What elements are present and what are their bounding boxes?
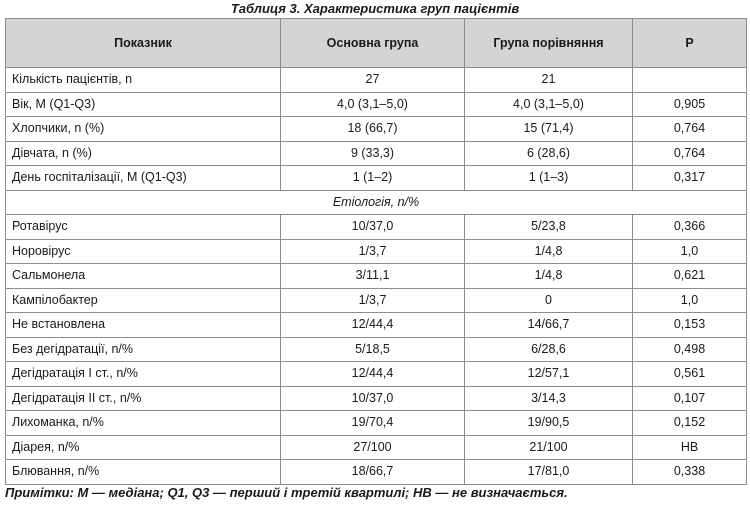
table-row (6, 411, 747, 436)
main-group-cell: 5/18,5 (281, 337, 465, 362)
main-group-cell: 27 (281, 68, 465, 93)
table-row (6, 337, 747, 362)
p-value-cell: 0,338 (633, 460, 747, 485)
table-row (6, 386, 747, 411)
p-value-cell: 0,905 (633, 92, 747, 117)
comparison-group-cell: 15 (71,4) (465, 117, 633, 142)
main-group-cell: 18 (66,7) (281, 117, 465, 142)
table-header-row (6, 19, 747, 68)
comparison-group-cell: 0 (465, 288, 633, 313)
comparison-group-cell: 6 (28,6) (465, 141, 633, 166)
p-value-cell (633, 68, 747, 93)
main-group-cell: 1/3,7 (281, 239, 465, 264)
section-title: Етіологія, n/% (6, 190, 747, 215)
row-label-cell: Лихоманка, n/% (6, 411, 281, 436)
table-row (6, 117, 747, 142)
table-notes: Примітки: М — медіана; Q1, Q3 — перший і третій квартилі; НВ — не визначається. (5, 485, 568, 500)
comparison-group-cell: 1 (1–3) (465, 166, 633, 191)
row-label-cell: Хлопчики, n (%) (6, 117, 281, 142)
main-group-cell: 4,0 (3,1–5,0) (281, 92, 465, 117)
row-label-cell: Норовірус (6, 239, 281, 264)
patient-groups-table (5, 18, 747, 485)
section-row-etiology (6, 190, 747, 215)
table-row (6, 166, 747, 191)
p-value-cell: 0,561 (633, 362, 747, 387)
table-row (6, 313, 747, 338)
table-row (6, 288, 747, 313)
p-value-cell: 0,153 (633, 313, 747, 338)
row-label-cell: Кампілобактер (6, 288, 281, 313)
p-value-cell: 0,498 (633, 337, 747, 362)
main-group-cell: 10/37,0 (281, 215, 465, 240)
table-row (6, 92, 747, 117)
p-value-cell: 0,317 (633, 166, 747, 191)
p-value-cell: 0,764 (633, 117, 747, 142)
main-group-cell: 1 (1–2) (281, 166, 465, 191)
table-row (6, 141, 747, 166)
p-value-cell: 0,764 (633, 141, 747, 166)
row-label-cell: Блювання, n/% (6, 460, 281, 485)
comparison-group-cell: 6/28,6 (465, 337, 633, 362)
comparison-group-cell: 21/100 (465, 435, 633, 460)
main-group-cell: 18/66,7 (281, 460, 465, 485)
row-label-cell: День госпіталізації, М (Q1-Q3) (6, 166, 281, 191)
table-row (6, 264, 747, 289)
comparison-group-cell: 5/23,8 (465, 215, 633, 240)
comparison-group-cell: 12/57,1 (465, 362, 633, 387)
comparison-group-cell: 1/4,8 (465, 264, 633, 289)
row-label-cell: Діарея, n/% (6, 435, 281, 460)
row-label-cell: Дегідратація II ст., n/% (6, 386, 281, 411)
table-caption: Таблиця 3. Характеристика груп пацієнтів (230, 1, 520, 16)
row-label-cell: Вік, М (Q1-Q3) (6, 92, 281, 117)
row-label-cell: Без дегідратації, n/% (6, 337, 281, 362)
comparison-group-cell: 3/14,3 (465, 386, 633, 411)
main-group-cell: 19/70,4 (281, 411, 465, 436)
main-group-cell: 3/11,1 (281, 264, 465, 289)
comparison-group-cell: 21 (465, 68, 633, 93)
p-value-cell: 0,152 (633, 411, 747, 436)
table-row (6, 215, 747, 240)
table-row (6, 362, 747, 387)
main-group-cell: 1/3,7 (281, 288, 465, 313)
header-main-group: Основна група (281, 19, 465, 68)
main-group-cell: 27/100 (281, 435, 465, 460)
p-value-cell: 0,366 (633, 215, 747, 240)
header-comparison-group: Група порівняння (465, 19, 633, 68)
table-row (6, 239, 747, 264)
comparison-group-cell: 1/4,8 (465, 239, 633, 264)
row-label-cell: Кількість пацієнтів, n (6, 68, 281, 93)
row-label-cell: Дегідратація I ст., n/% (6, 362, 281, 387)
row-label-cell: Дівчата, n (%) (6, 141, 281, 166)
comparison-group-cell: 4,0 (3,1–5,0) (465, 92, 633, 117)
row-label-cell: Ротавірус (6, 215, 281, 240)
p-value-cell: 1,0 (633, 239, 747, 264)
row-label-cell: Не встановлена (6, 313, 281, 338)
table-row (6, 460, 747, 485)
comparison-group-cell: 14/66,7 (465, 313, 633, 338)
header-indicator: Показник (6, 19, 281, 68)
p-value-cell: 0,107 (633, 386, 747, 411)
main-group-cell: 12/44,4 (281, 362, 465, 387)
p-value-cell: 0,621 (633, 264, 747, 289)
p-value-cell: 1,0 (633, 288, 747, 313)
table-body (6, 68, 747, 485)
row-label-cell: Сальмонела (6, 264, 281, 289)
table-row (6, 435, 747, 460)
comparison-group-cell: 19/90,5 (465, 411, 633, 436)
main-group-cell: 9 (33,3) (281, 141, 465, 166)
p-value-cell: НВ (633, 435, 747, 460)
table-row (6, 68, 747, 93)
header-p-value: P (633, 19, 747, 68)
main-group-cell: 12/44,4 (281, 313, 465, 338)
comparison-group-cell: 17/81,0 (465, 460, 633, 485)
main-group-cell: 10/37,0 (281, 386, 465, 411)
